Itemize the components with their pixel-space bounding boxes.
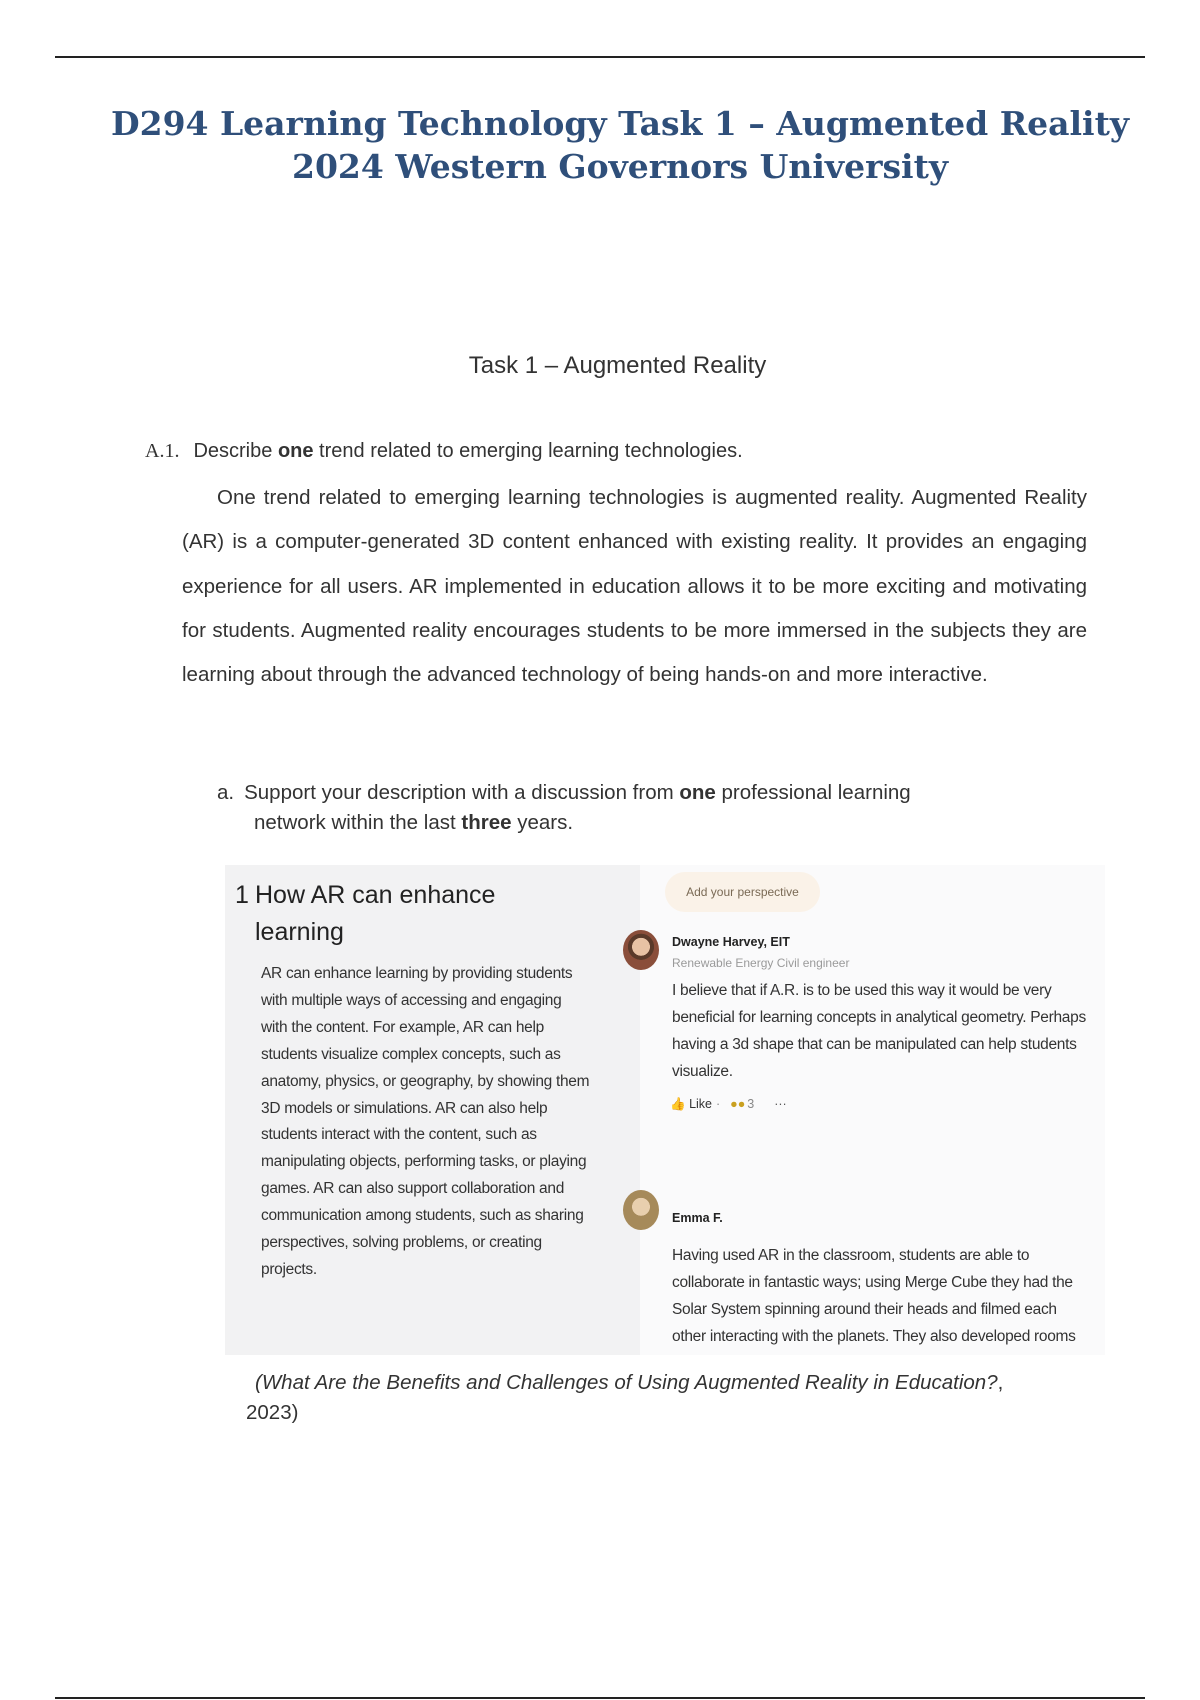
embedded-screenshot [225,865,1105,1355]
thumbs-up-icon: 👍 [670,1097,686,1111]
question-a1-number: A.1. [145,440,180,462]
reaction-count: 3 [747,1097,755,1111]
comment-text: Having used AR in the classroom, students are able to collaborate in fantastic ways; using Merge Cube they had the Solar System spinning around their heads and filmed each other interacting with the planets. They also developed rooms [672,1247,1076,1345]
question-a1-bold: one [277,440,314,462]
question-a-bold-three: three [461,811,512,834]
citation [246,1368,1095,1428]
article-panel [225,865,640,1355]
citation-year: 2023) [246,1401,299,1424]
article-number: 1 [235,881,249,909]
avatar [623,930,659,970]
like-button[interactable] [670,1097,712,1111]
title-line-1: D294 Learning Technology Task 1 – Augmented Reality [110,104,1129,143]
separator-dot: · [716,1097,721,1111]
comment-author-name[interactable]: Emma F. [672,1211,723,1225]
comment-text: I believe that if A.R. is to be used this way it would be very beneficial for learning concepts in analytical geometry. Perhaps having a 3d shape that can be manipulated can help students visualize. [672,982,1086,1080]
citation-comma: , [997,1371,1004,1394]
footer-rule [55,1697,1145,1699]
title-line-2: 2024 Western Governors University [292,147,948,186]
answer-paragraph: One trend related to emerging learning technologies is augmented reality. Augmented Reality (AR) is a computer-generated 3D content enhanced with existing reality. It provides an engaging experience for all users. AR implemented in education allows it to be more exciting and motivating for students. Augmented reality encourages students to be more immersed in the subjects they are learning about through the advanced technology of being hands-on and more interactive. [182,486,1087,687]
question-a-letter: a. [217,781,235,804]
question-a-text-mid: professional learning [715,781,911,804]
comment-author-name[interactable]: Dwayne Harvey, EIT [672,935,790,949]
header-rule [55,56,1145,58]
comment-actions [670,1097,787,1112]
question-a-line2-post: years. [511,811,574,834]
article-body: AR can enhance learning by providing students with multiple ways of accessing and engaging with the content. For example, AR can help students visualize complex concepts, such as anatomy, physics, or geography, by showing them 3D models or simulations. AR can also help students interact with the content, such as manipulating objects, performing tasks, or playing games. AR can also support collaboration and communication among students, such as sharing perspectives, solving problems, or creating projects. [261,965,590,1278]
question-a-bold-one: one [679,781,716,804]
question-a1-text-pre: Describe [193,440,278,462]
document-title [60,102,1180,188]
question-a [217,778,997,838]
comment-author-role: Renewable Energy Civil engineer [672,956,850,970]
question-a-line2-pre: network within the last [254,811,462,834]
question-a1 [145,440,743,463]
add-perspective-button[interactable]: Add your perspective [665,872,820,912]
avatar [623,1190,659,1230]
reactions-icon[interactable]: ●● [730,1097,746,1111]
section-subtitle: Task 1 – Augmented Reality [468,352,767,379]
question-a1-text-post: trend related to emerging learning technologies. [313,440,743,462]
citation-title: (What Are the Benefits and Challenges of Using Augmented Reality in Education? [255,1371,998,1394]
article-heading [235,877,535,951]
article-title: How AR can enhance learning [255,881,496,946]
like-label: Like [689,1097,712,1111]
more-options-button[interactable]: ··· [774,1097,787,1111]
question-a-text-pre: Support your description with a discussion from [244,781,680,804]
